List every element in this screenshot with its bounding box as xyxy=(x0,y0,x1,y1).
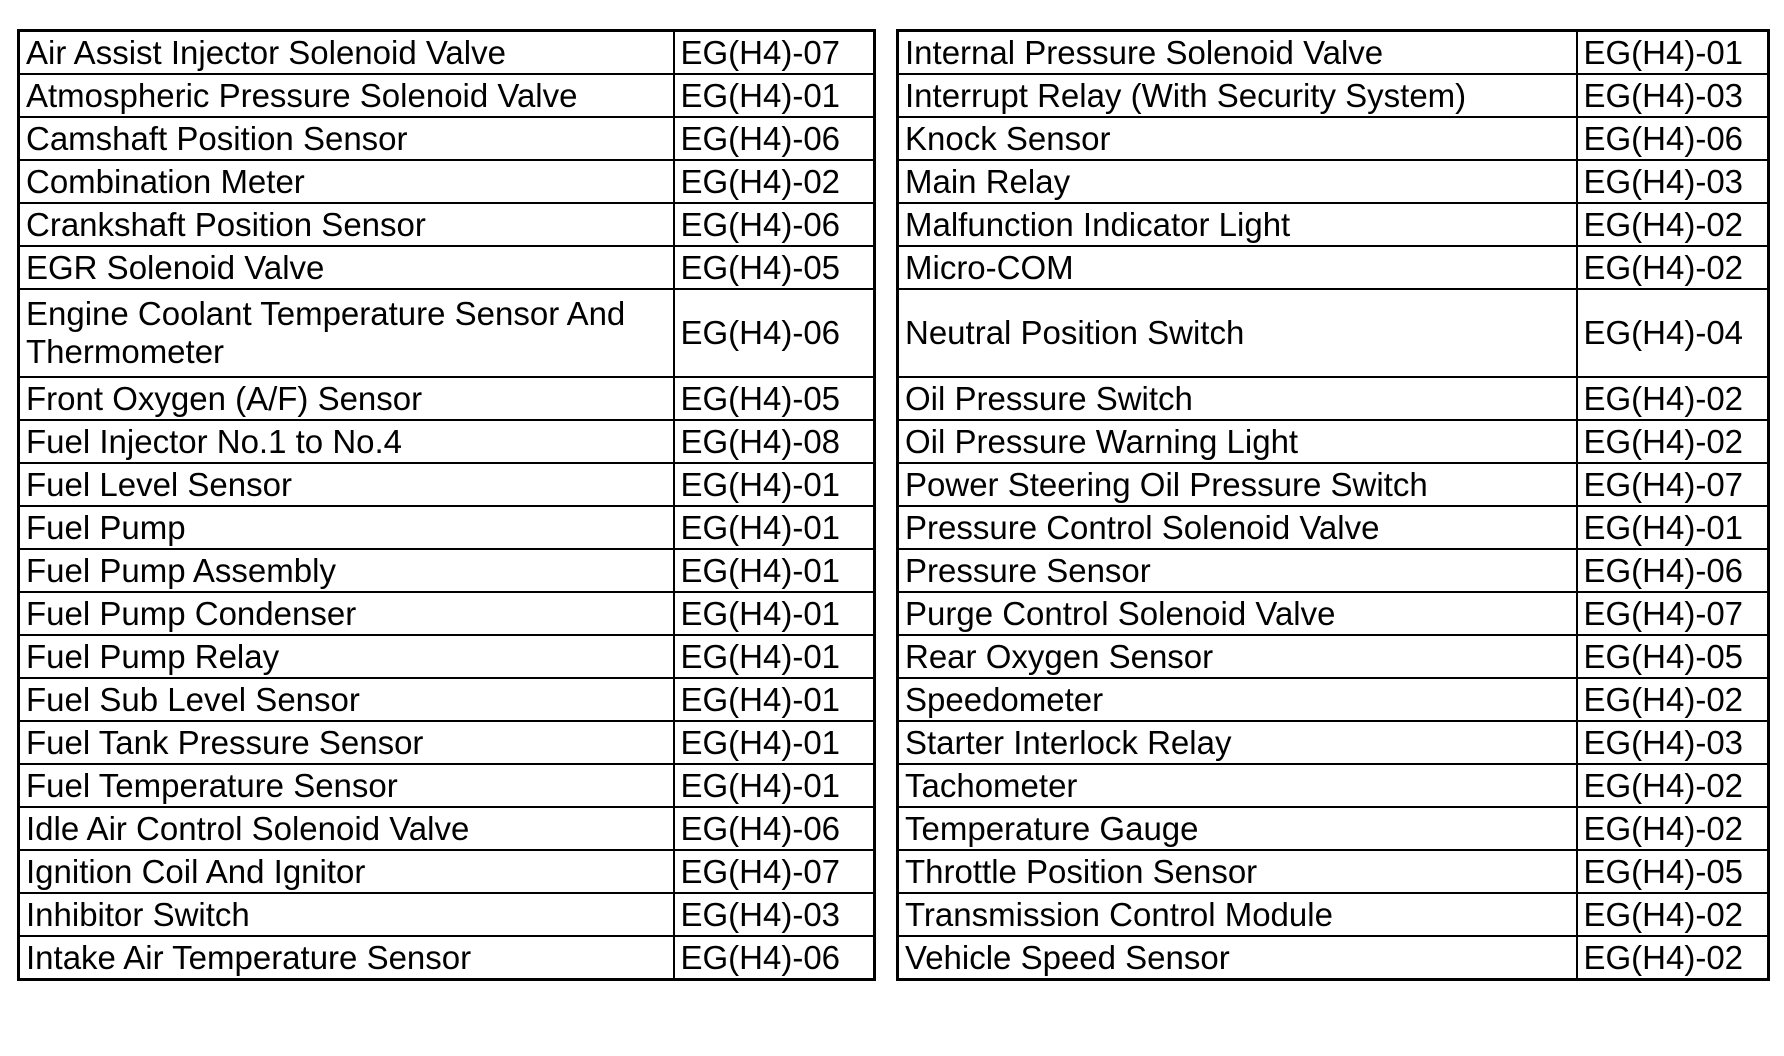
component-name: Atmospheric Pressure Solenoid Valve xyxy=(19,74,674,117)
table-row xyxy=(19,117,875,160)
component-name: Fuel Pump xyxy=(19,506,674,549)
component-name: Transmission Control Module xyxy=(898,893,1577,936)
page-reference: EG(H4)-02 xyxy=(1577,807,1769,850)
page-reference: EG(H4)-05 xyxy=(674,246,875,289)
component-name: Fuel Pump Condenser xyxy=(19,592,674,635)
component-name: Speedometer xyxy=(898,678,1577,721)
page-reference: EG(H4)-01 xyxy=(674,635,875,678)
component-name: Fuel Injector No.1 to No.4 xyxy=(19,420,674,463)
table-row xyxy=(19,592,875,635)
table-row xyxy=(898,721,1769,764)
component-name: Oil Pressure Warning Light xyxy=(898,420,1577,463)
page-reference: EG(H4)-02 xyxy=(1577,678,1769,721)
table-row xyxy=(19,549,875,592)
page-reference: EG(H4)-02 xyxy=(1577,420,1769,463)
component-name: Front Oxygen (A/F) Sensor xyxy=(19,377,674,420)
page-reference: EG(H4)-04 xyxy=(1577,289,1769,377)
page-reference: EG(H4)-01 xyxy=(674,721,875,764)
page-reference: EG(H4)-06 xyxy=(1577,549,1769,592)
left-index-table xyxy=(17,29,876,981)
table-row xyxy=(898,936,1769,980)
component-name: Starter Interlock Relay xyxy=(898,721,1577,764)
component-name: Rear Oxygen Sensor xyxy=(898,635,1577,678)
table-row xyxy=(898,160,1769,203)
component-name: Fuel Sub Level Sensor xyxy=(19,678,674,721)
component-name: Pressure Sensor xyxy=(898,549,1577,592)
component-name: Malfunction Indicator Light xyxy=(898,203,1577,246)
page-reference: EG(H4)-02 xyxy=(1577,936,1769,980)
page-reference: EG(H4)-03 xyxy=(1577,721,1769,764)
table-row xyxy=(19,463,875,506)
page-reference: EG(H4)-06 xyxy=(674,203,875,246)
page-reference: EG(H4)-05 xyxy=(674,377,875,420)
table-row xyxy=(898,203,1769,246)
page-reference: EG(H4)-01 xyxy=(674,549,875,592)
component-name: Neutral Position Switch xyxy=(898,289,1577,377)
component-name: Air Assist Injector Solenoid Valve xyxy=(19,31,674,75)
component-name: Ignition Coil And Ignitor xyxy=(19,850,674,893)
table-row xyxy=(19,31,875,75)
table-row xyxy=(898,377,1769,420)
component-name: Fuel Level Sensor xyxy=(19,463,674,506)
component-name: Fuel Pump Assembly xyxy=(19,549,674,592)
page-reference: EG(H4)-08 xyxy=(674,420,875,463)
table-row xyxy=(898,31,1769,75)
component-name: Throttle Position Sensor xyxy=(898,850,1577,893)
page-reference: EG(H4)-02 xyxy=(1577,764,1769,807)
table-row xyxy=(19,160,875,203)
component-name: Vehicle Speed Sensor xyxy=(898,936,1577,980)
table-row xyxy=(898,506,1769,549)
table-row xyxy=(898,117,1769,160)
table-row xyxy=(898,74,1769,117)
table-row xyxy=(19,377,875,420)
component-name: Main Relay xyxy=(898,160,1577,203)
table-row xyxy=(19,893,875,936)
page-reference: EG(H4)-01 xyxy=(674,592,875,635)
page-reference: EG(H4)-01 xyxy=(674,678,875,721)
table-row xyxy=(898,850,1769,893)
page-reference: EG(H4)-01 xyxy=(674,463,875,506)
page-reference: EG(H4)-05 xyxy=(1577,635,1769,678)
table-row xyxy=(19,506,875,549)
page-reference: EG(H4)-07 xyxy=(674,850,875,893)
page-reference: EG(H4)-01 xyxy=(674,506,875,549)
table-row xyxy=(19,203,875,246)
page-reference: EG(H4)-02 xyxy=(1577,203,1769,246)
page-reference: EG(H4)-02 xyxy=(674,160,875,203)
page-reference: EG(H4)-03 xyxy=(674,893,875,936)
table-row xyxy=(19,289,875,377)
component-name: Oil Pressure Switch xyxy=(898,377,1577,420)
table-row xyxy=(19,678,875,721)
component-name: Power Steering Oil Pressure Switch xyxy=(898,463,1577,506)
page-reference: EG(H4)-02 xyxy=(1577,246,1769,289)
page-reference: EG(H4)-06 xyxy=(674,289,875,377)
component-name: Inhibitor Switch xyxy=(19,893,674,936)
table-row xyxy=(19,74,875,117)
page-reference: EG(H4)-01 xyxy=(674,764,875,807)
table-row xyxy=(898,463,1769,506)
page-reference: EG(H4)-02 xyxy=(1577,893,1769,936)
table-row xyxy=(898,549,1769,592)
component-name: Temperature Gauge xyxy=(898,807,1577,850)
page-reference: EG(H4)-06 xyxy=(674,117,875,160)
page-reference: EG(H4)-02 xyxy=(1577,377,1769,420)
component-name: Crankshaft Position Sensor xyxy=(19,203,674,246)
component-name: Internal Pressure Solenoid Valve xyxy=(898,31,1577,75)
table-row xyxy=(898,678,1769,721)
component-name: Fuel Pump Relay xyxy=(19,635,674,678)
table-row xyxy=(898,289,1769,377)
page-reference: EG(H4)-06 xyxy=(674,936,875,980)
component-name: Idle Air Control Solenoid Valve xyxy=(19,807,674,850)
component-name: Fuel Temperature Sensor xyxy=(19,764,674,807)
table-row xyxy=(898,246,1769,289)
component-name: Purge Control Solenoid Valve xyxy=(898,592,1577,635)
component-name: Intake Air Temperature Sensor xyxy=(19,936,674,980)
right-index-table xyxy=(896,29,1770,981)
component-name: Knock Sensor xyxy=(898,117,1577,160)
page-reference: EG(H4)-06 xyxy=(1577,117,1769,160)
table-row xyxy=(898,764,1769,807)
component-name: EGR Solenoid Valve xyxy=(19,246,674,289)
component-name: Micro-COM xyxy=(898,246,1577,289)
table-row xyxy=(898,635,1769,678)
table-row xyxy=(19,807,875,850)
page-reference: EG(H4)-07 xyxy=(674,31,875,75)
table-row xyxy=(19,420,875,463)
page-reference: EG(H4)-01 xyxy=(674,74,875,117)
component-name: Camshaft Position Sensor xyxy=(19,117,674,160)
table-row xyxy=(19,721,875,764)
table-row xyxy=(19,635,875,678)
page-reference: EG(H4)-07 xyxy=(1577,592,1769,635)
page-reference: EG(H4)-03 xyxy=(1577,74,1769,117)
table-row xyxy=(19,850,875,893)
table-row xyxy=(19,764,875,807)
table-row xyxy=(898,420,1769,463)
component-name: Fuel Tank Pressure Sensor xyxy=(19,721,674,764)
table-row xyxy=(898,592,1769,635)
component-name: Pressure Control Solenoid Valve xyxy=(898,506,1577,549)
page-reference: EG(H4)-03 xyxy=(1577,160,1769,203)
page-reference: EG(H4)-06 xyxy=(674,807,875,850)
page-reference: EG(H4)-07 xyxy=(1577,463,1769,506)
component-name: Engine Coolant Temperature Sensor And Thermometer xyxy=(19,289,674,377)
component-name: Combination Meter xyxy=(19,160,674,203)
page-reference: EG(H4)-01 xyxy=(1577,506,1769,549)
table-row xyxy=(19,936,875,980)
page-reference: EG(H4)-01 xyxy=(1577,31,1769,75)
component-name: Tachometer xyxy=(898,764,1577,807)
table-row xyxy=(898,893,1769,936)
component-name: Interrupt Relay (With Security System) xyxy=(898,74,1577,117)
page-reference: EG(H4)-05 xyxy=(1577,850,1769,893)
table-row xyxy=(898,807,1769,850)
table-row xyxy=(19,246,875,289)
